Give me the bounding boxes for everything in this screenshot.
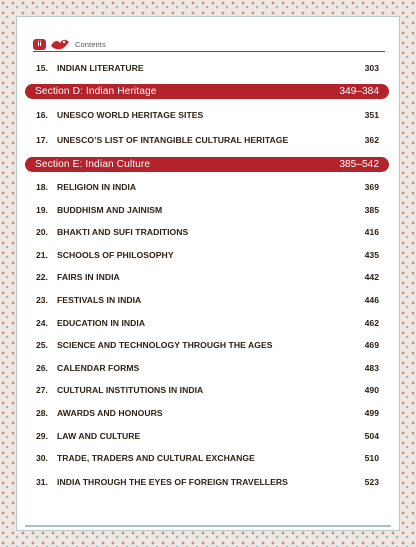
entry-number: 21. — [36, 250, 48, 260]
entry-number: 15. — [36, 63, 48, 73]
entry-title: INDIA THROUGH THE EYES OF FOREIGN TRAVELLERS — [57, 477, 288, 487]
section-title: Section E: Indian Culture — [35, 158, 151, 170]
toc-entry[interactable] — [36, 182, 379, 196]
entry-page: 303 — [364, 63, 379, 73]
entry-number: 27. — [36, 385, 48, 395]
toc-entry[interactable] — [36, 295, 379, 309]
entry-number: 25. — [36, 340, 48, 350]
header-rule — [33, 51, 385, 52]
entry-title: LAW AND CULTURE — [57, 431, 141, 441]
entry-number: 22. — [36, 272, 48, 282]
page-header — [17, 17, 399, 51]
entry-number: 24. — [36, 318, 48, 328]
contents-page — [16, 16, 400, 531]
entry-title: BUDDHISM AND JAINISM — [57, 205, 163, 215]
toc-entry[interactable] — [36, 205, 379, 219]
entry-number: 18. — [36, 182, 48, 192]
entry-title: UNESCO WORLD HERITAGE SITES — [57, 110, 204, 120]
toc-entry[interactable] — [36, 431, 379, 445]
toc-entry[interactable] — [36, 63, 379, 77]
entry-number: 19. — [36, 205, 48, 215]
section-title: Section D: Indian Heritage — [35, 85, 157, 97]
page-number-badge: ii — [33, 39, 46, 50]
entry-number: 16. — [36, 110, 48, 120]
toc-entry[interactable] — [36, 135, 379, 149]
entry-title: FAIRS IN INDIA — [57, 272, 120, 282]
entry-title: EDUCATION IN INDIA — [57, 318, 146, 328]
entry-number: 30. — [36, 453, 48, 463]
entry-page: 362 — [364, 135, 379, 145]
entry-number: 17. — [36, 135, 48, 145]
toc-entry[interactable] — [36, 340, 379, 354]
entry-page: 435 — [364, 250, 379, 260]
toc-entry[interactable] — [36, 385, 379, 399]
entry-page: 442 — [364, 272, 379, 282]
toc-entry[interactable] — [36, 363, 379, 377]
entry-page: 385 — [364, 205, 379, 215]
entry-page: 483 — [364, 363, 379, 373]
entry-page: 369 — [364, 182, 379, 192]
entry-number: 31. — [36, 477, 48, 487]
entry-page: 499 — [364, 408, 379, 418]
entry-number: 28. — [36, 408, 48, 418]
entry-number: 23. — [36, 295, 48, 305]
entry-title: SCIENCE AND TECHNOLOGY THROUGH THE AGES — [57, 340, 273, 350]
toc-entry[interactable] — [36, 110, 379, 124]
entry-title: AWARDS AND HONOURS — [57, 408, 163, 418]
entry-page: 351 — [364, 110, 379, 120]
entry-title: RELIGION IN INDIA — [57, 182, 137, 192]
toc-entry[interactable] — [36, 318, 379, 332]
entry-title: BHAKTI AND SUFI TRADITIONS — [57, 227, 189, 237]
entry-title: UNESCO’S LIST OF INTANGIBLE CULTURAL HERITAGE — [57, 135, 289, 145]
toc-entry[interactable] — [36, 227, 379, 241]
entry-page: 469 — [364, 340, 379, 350]
header-title: Contents — [75, 40, 106, 49]
entry-number: 26. — [36, 363, 48, 373]
entry-title: CALENDAR FORMS — [57, 363, 140, 373]
entry-page: 510 — [364, 453, 379, 463]
entry-title: CULTURAL INSTITUTIONS IN INDIA — [57, 385, 204, 395]
entry-title: TRADE, TRADERS AND CULTURAL EXCHANGE — [57, 453, 255, 463]
entry-page: 416 — [364, 227, 379, 237]
entry-page: 462 — [364, 318, 379, 328]
entry-page: 523 — [364, 477, 379, 487]
toc-entry[interactable] — [36, 477, 379, 491]
entry-title: INDIAN LITERATURE — [57, 63, 144, 73]
section-e-banner[interactable] — [25, 157, 389, 172]
entry-page: 504 — [364, 431, 379, 441]
footer-rule — [25, 525, 391, 527]
toc-entry[interactable] — [36, 408, 379, 422]
toc-entry[interactable] — [36, 250, 379, 264]
toc-entry[interactable] — [36, 453, 379, 467]
entry-title: FESTIVALS IN INDIA — [57, 295, 142, 305]
section-d-banner[interactable] — [25, 84, 389, 99]
entry-page: 490 — [364, 385, 379, 395]
entry-title: SCHOOLS OF PHILOSOPHY — [57, 250, 174, 260]
toc-entry[interactable] — [36, 272, 379, 286]
entry-number: 20. — [36, 227, 48, 237]
emblem-icon — [50, 37, 70, 51]
entry-page: 446 — [364, 295, 379, 305]
entry-number: 29. — [36, 431, 48, 441]
section-page-range: 385–542 — [339, 158, 379, 170]
section-page-range: 349–384 — [339, 85, 379, 97]
